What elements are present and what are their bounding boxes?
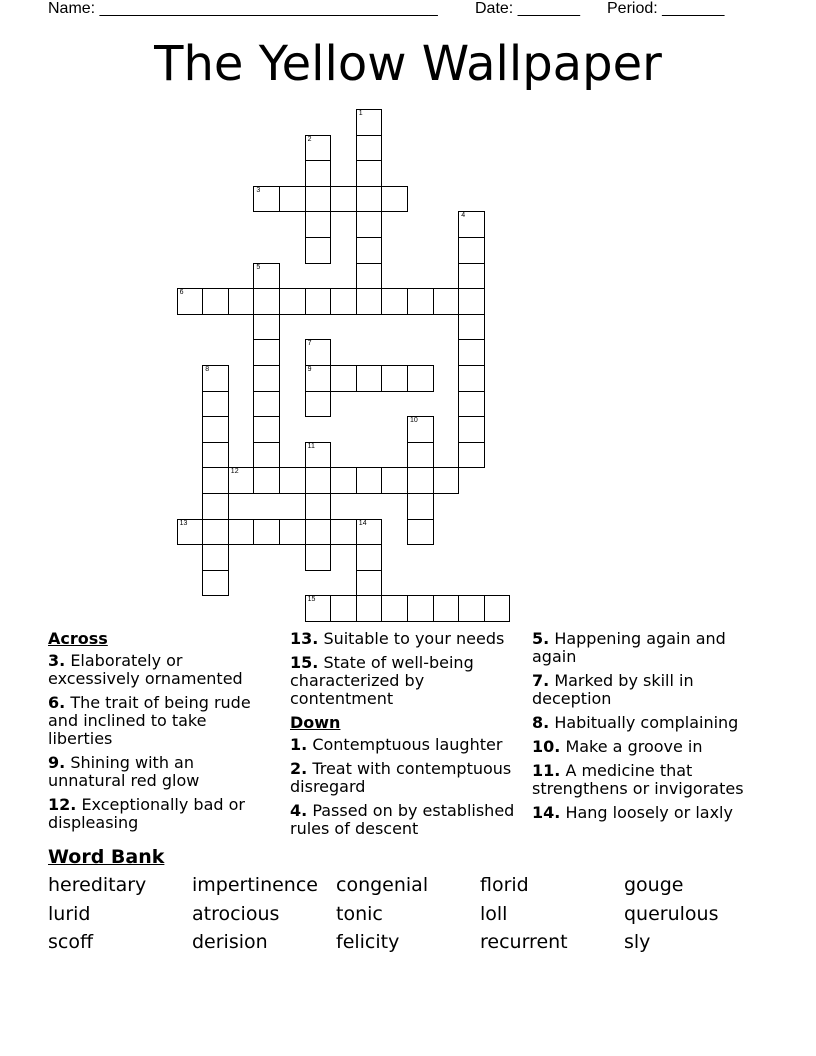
crossword-cell[interactable] [202,544,229,571]
clue-text: Suitable to your needs [323,629,505,648]
word-bank-word: loll [480,903,508,925]
clue-number-label: 9 [307,366,312,373]
clue-text: Habitually complaining [554,713,739,732]
crossword-cell[interactable] [356,160,383,187]
crossword-cell[interactable] [433,288,460,315]
crossword-cell[interactable] [407,467,434,494]
clue-number: 4. [290,801,308,820]
clue-down-10 [532,738,772,756]
word-bank-word: sly [624,931,651,953]
clue-number-label: 1 [358,110,363,117]
clue-number: 9. [48,753,66,772]
crossword-cell[interactable] [484,595,511,622]
crossword-cell[interactable] [253,186,280,213]
period-field-label: Period: _______ [607,0,725,17]
clue-number: 5. [532,629,550,648]
clue-across-15 [290,654,522,708]
clue-down-7 [532,672,772,708]
crossword-cell[interactable] [458,288,485,315]
word-bank-title: Word Bank [48,846,165,868]
clue-number-label: 15 [307,596,316,604]
crossword-cell[interactable] [305,160,332,187]
clue-number: 7. [532,671,550,690]
crossword-cell[interactable] [356,595,383,622]
crossword-cell[interactable] [305,391,332,418]
crossword-cell[interactable] [228,288,255,315]
clue-number-label: 13 [179,519,188,527]
crossword-cell[interactable] [356,570,383,597]
crossword-cell[interactable] [202,288,229,315]
crossword-cell[interactable] [458,442,485,469]
crossword-cell[interactable] [202,365,229,392]
crossword-cell[interactable] [305,544,332,571]
clues-column-2 [290,630,522,844]
crossword-cell[interactable] [202,493,229,520]
clue-text: Exceptionally bad or displeasing [48,795,245,832]
crossword-cell[interactable] [305,595,332,622]
clue-down-1 [290,736,522,754]
crossword-cell[interactable] [458,263,485,290]
clue-number-label: 8 [205,366,210,373]
crossword-cell[interactable] [407,288,434,315]
clue-number-label: 6 [179,289,184,297]
crossword-cell[interactable] [177,288,204,315]
clue-across-13 [290,630,522,648]
crossword-cell[interactable] [330,595,357,622]
word-bank-word: atrocious [192,903,280,925]
crossword-cell[interactable] [253,263,280,290]
word-bank-word: querulous [624,903,719,925]
word-bank-word: recurrent [480,931,568,953]
crossword-cell[interactable] [305,288,332,315]
crossword-cell[interactable] [279,186,306,213]
clue-text: A medicine that strengthens or invigorates [532,761,744,798]
clue-number-label: 2 [307,135,312,143]
clue-number-label: 5 [256,263,261,271]
word-bank-word: florid [480,874,529,896]
crossword-cell[interactable] [381,467,408,494]
clue-text: Make a groove in [565,737,703,756]
crossword-cell[interactable] [458,237,485,264]
crossword-cell[interactable] [381,595,408,622]
across-heading: Across [48,629,108,648]
clue-number-label: 12 [230,468,239,476]
crossword-cell[interactable] [305,186,332,213]
crossword-cell[interactable] [458,314,485,341]
word-bank-word: congenial [336,874,429,896]
clue-number: 10. [532,737,561,756]
crossword-cell[interactable] [279,288,306,315]
crossword-cell[interactable] [356,467,383,494]
crossword-cell[interactable] [356,109,383,136]
clue-number: 14. [532,803,561,822]
crossword-cell[interactable] [458,365,485,392]
crossword-cell[interactable] [381,186,408,213]
crossword-cell[interactable] [356,237,383,264]
crossword-cell[interactable] [330,519,357,546]
crossword-cell[interactable] [253,467,280,494]
clue-number: 15. [290,653,319,672]
crossword-cell[interactable] [202,391,229,418]
crossword-cell[interactable] [356,288,383,315]
clue-across-9 [48,754,268,790]
crossword-cell[interactable] [279,519,306,546]
clue-text: Hang loosely or laxly [565,803,733,822]
crossword-cell[interactable] [458,391,485,418]
clue-number: 6. [48,693,66,712]
crossword-cell[interactable] [407,442,434,469]
word-bank-word: hereditary [48,874,147,896]
word-bank-word: tonic [336,903,383,925]
crossword-cell[interactable] [305,339,332,366]
crossword-cell[interactable] [356,263,383,290]
word-bank-word: scoff [48,931,94,953]
crossword-cell[interactable] [228,519,255,546]
word-bank-word: gouge [624,874,684,896]
crossword-cell[interactable] [305,467,332,494]
clue-number-label: 11 [307,442,315,450]
crossword-cell[interactable] [305,237,332,264]
crossword-cell[interactable] [458,339,485,366]
clue-number: 3. [48,651,66,670]
clue-text: Passed on by established rules of descent [290,801,515,838]
crossword-cell[interactable] [458,595,485,622]
clue-text: Marked by skill in deception [532,671,694,708]
clue-across-3 [48,652,268,688]
crossword-cell[interactable] [330,365,357,392]
clue-number: 11. [532,761,561,780]
crossword-cell[interactable] [253,339,280,366]
crossword-cell[interactable] [305,519,332,546]
word-bank-word: lurid [48,903,91,925]
crossword-cell[interactable] [356,186,383,213]
crossword-cell[interactable] [305,211,332,238]
crossword-cell[interactable] [356,211,383,238]
crossword-cell[interactable] [433,467,460,494]
clue-text: Contemptuous laughter [312,735,503,754]
clues-column-3 [532,630,772,828]
clue-down-5 [532,630,772,666]
crossword-cell[interactable] [356,365,383,392]
clue-down-11 [532,762,772,798]
clue-number-label: 14 [358,519,367,527]
crossword-cell[interactable] [253,314,280,341]
clue-number-label: 4 [461,212,466,220]
clue-text: Elaborately or excessively ornamented [48,651,243,688]
date-field-label: Date: _______ [475,0,580,17]
down-heading: Down [290,713,341,732]
crossword-cell[interactable] [177,519,204,546]
crossword-cell[interactable] [202,416,229,443]
clue-number-label: 7 [307,340,312,348]
word-bank-word: derision [192,931,268,953]
crossword-cell[interactable] [407,519,434,546]
crossword-cell[interactable] [305,365,332,392]
crossword-cell[interactable] [253,288,280,315]
crossword-cell[interactable] [407,416,434,443]
clue-number: 12. [48,795,77,814]
clue-text: State of well-being characterized by contentment [290,653,474,708]
crossword-cell[interactable] [330,467,357,494]
clue-down-14 [532,804,772,822]
crossword-cell[interactable] [381,288,408,315]
crossword-cell[interactable] [202,570,229,597]
crossword-cell[interactable] [202,519,229,546]
clue-number: 13. [290,629,319,648]
crossword-cell[interactable] [407,365,434,392]
crossword-cell[interactable] [253,391,280,418]
crossword-cell[interactable] [356,519,383,546]
crossword-cell[interactable] [202,442,229,469]
crossword-cell[interactable] [458,211,485,238]
clue-number: 2. [290,759,308,778]
clue-across-6 [48,694,268,748]
clue-number: 8. [532,713,550,732]
crossword-cell[interactable] [202,467,229,494]
clue-text: The trait of being rude and inclined to take liberties [48,693,251,748]
crossword-cell[interactable] [253,519,280,546]
crossword-cell[interactable] [279,467,306,494]
crossword-cell[interactable] [356,135,383,162]
crossword-cell[interactable] [433,595,460,622]
crossword-cell[interactable] [330,288,357,315]
clue-text: Happening again and again [532,629,726,666]
crossword-cell[interactable] [305,135,332,162]
crossword-cell[interactable] [228,467,255,494]
crossword-cell[interactable] [407,595,434,622]
crossword-cell[interactable] [381,365,408,392]
clue-text: Shining with an unnatural red glow [48,753,200,790]
name-field-label: Name: ______________________________________ [48,0,438,17]
crossword-cell[interactable] [407,493,434,520]
crossword-cell[interactable] [458,416,485,443]
word-bank-word: impertinence [192,874,318,896]
clue-down-4 [290,802,522,838]
crossword-cell[interactable] [305,493,332,520]
clue-number-label: 3 [256,186,261,194]
crossword-cell[interactable] [330,186,357,213]
clue-across-12 [48,796,268,832]
crossword-cell[interactable] [356,544,383,571]
clue-down-2 [290,760,522,796]
page-title: The Yellow Wallpaper [154,36,662,92]
clue-text: Treat with contemptuous disregard [290,759,512,796]
crossword-cell[interactable] [253,365,280,392]
crossword-cell[interactable] [253,416,280,443]
clue-down-8 [532,714,772,732]
crossword-cell[interactable] [305,442,332,469]
clue-number: 1. [290,735,308,754]
crossword-cell[interactable] [253,442,280,469]
clues-column-1 [48,630,268,838]
clue-number-label: 10 [410,417,418,425]
word-bank-word: felicity [336,931,400,953]
